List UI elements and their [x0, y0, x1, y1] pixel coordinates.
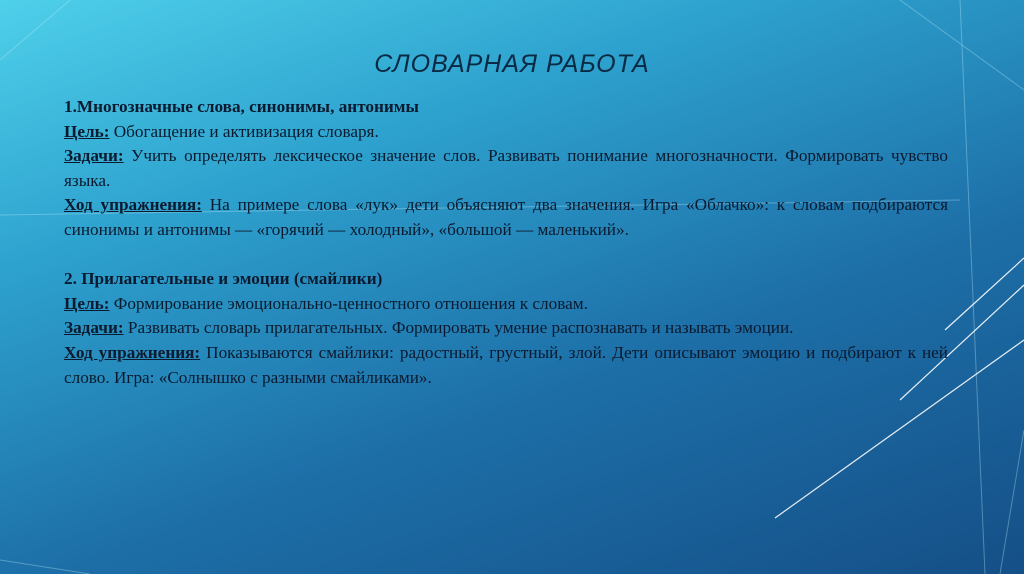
section1-exercise — [64, 193, 948, 242]
section2-exercise-text: Показываются смайлики: радостный, грустный, злой. Дети описывают эмоцию и подбирают к ней слово. Игра: «Солнышко с разными смайликами». — [64, 342, 948, 387]
section2-exercise — [64, 341, 948, 390]
section1-goal-text: Обогащение и активизация словаря. — [109, 121, 379, 141]
section1-tasks — [64, 144, 948, 193]
section2-heading: 2. Прилагательные и эмоции (смайлики) — [64, 269, 383, 289]
section2-tasks-label: Задачи: — [64, 318, 124, 338]
section1-exercise-text: На примере слова «лук» дети объясняют два значения. Игра «Облачко»: к словам подбираются синонимы и антонимы — «горячий — холодный», «большой — маленький». — [64, 195, 948, 239]
section1-goal-label: Цель: — [64, 121, 110, 141]
slide-content — [64, 95, 948, 390]
slide-title: СЛОВАРНАЯ РАБОТА — [374, 50, 650, 78]
section1-heading: 1.Многозначные слова, синонимы, антонимы — [64, 97, 419, 116]
section1-tasks-text: Учить определять лексическое значение слов. Развивать понимание многозначности. Формировать чувство языка. — [64, 146, 948, 190]
section1-exercise-label: Ход упражнения: — [64, 195, 202, 215]
section2-goal-text: Формирование эмоционально-ценностного отношения к словам. — [109, 293, 588, 313]
section2-goal — [64, 292, 948, 317]
section1-goal — [64, 120, 948, 145]
section2-goal-label: Цель: — [64, 293, 110, 313]
section2-tasks-text: Развивать словарь прилагательных. Формировать умение распознавать и называть эмоции. — [123, 318, 794, 338]
section2-exercise-label: Ход упражнения: — [64, 342, 201, 362]
section-spacer — [64, 243, 948, 268]
section1-tasks-label: Задачи: — [64, 146, 124, 166]
section2-tasks — [64, 316, 948, 341]
